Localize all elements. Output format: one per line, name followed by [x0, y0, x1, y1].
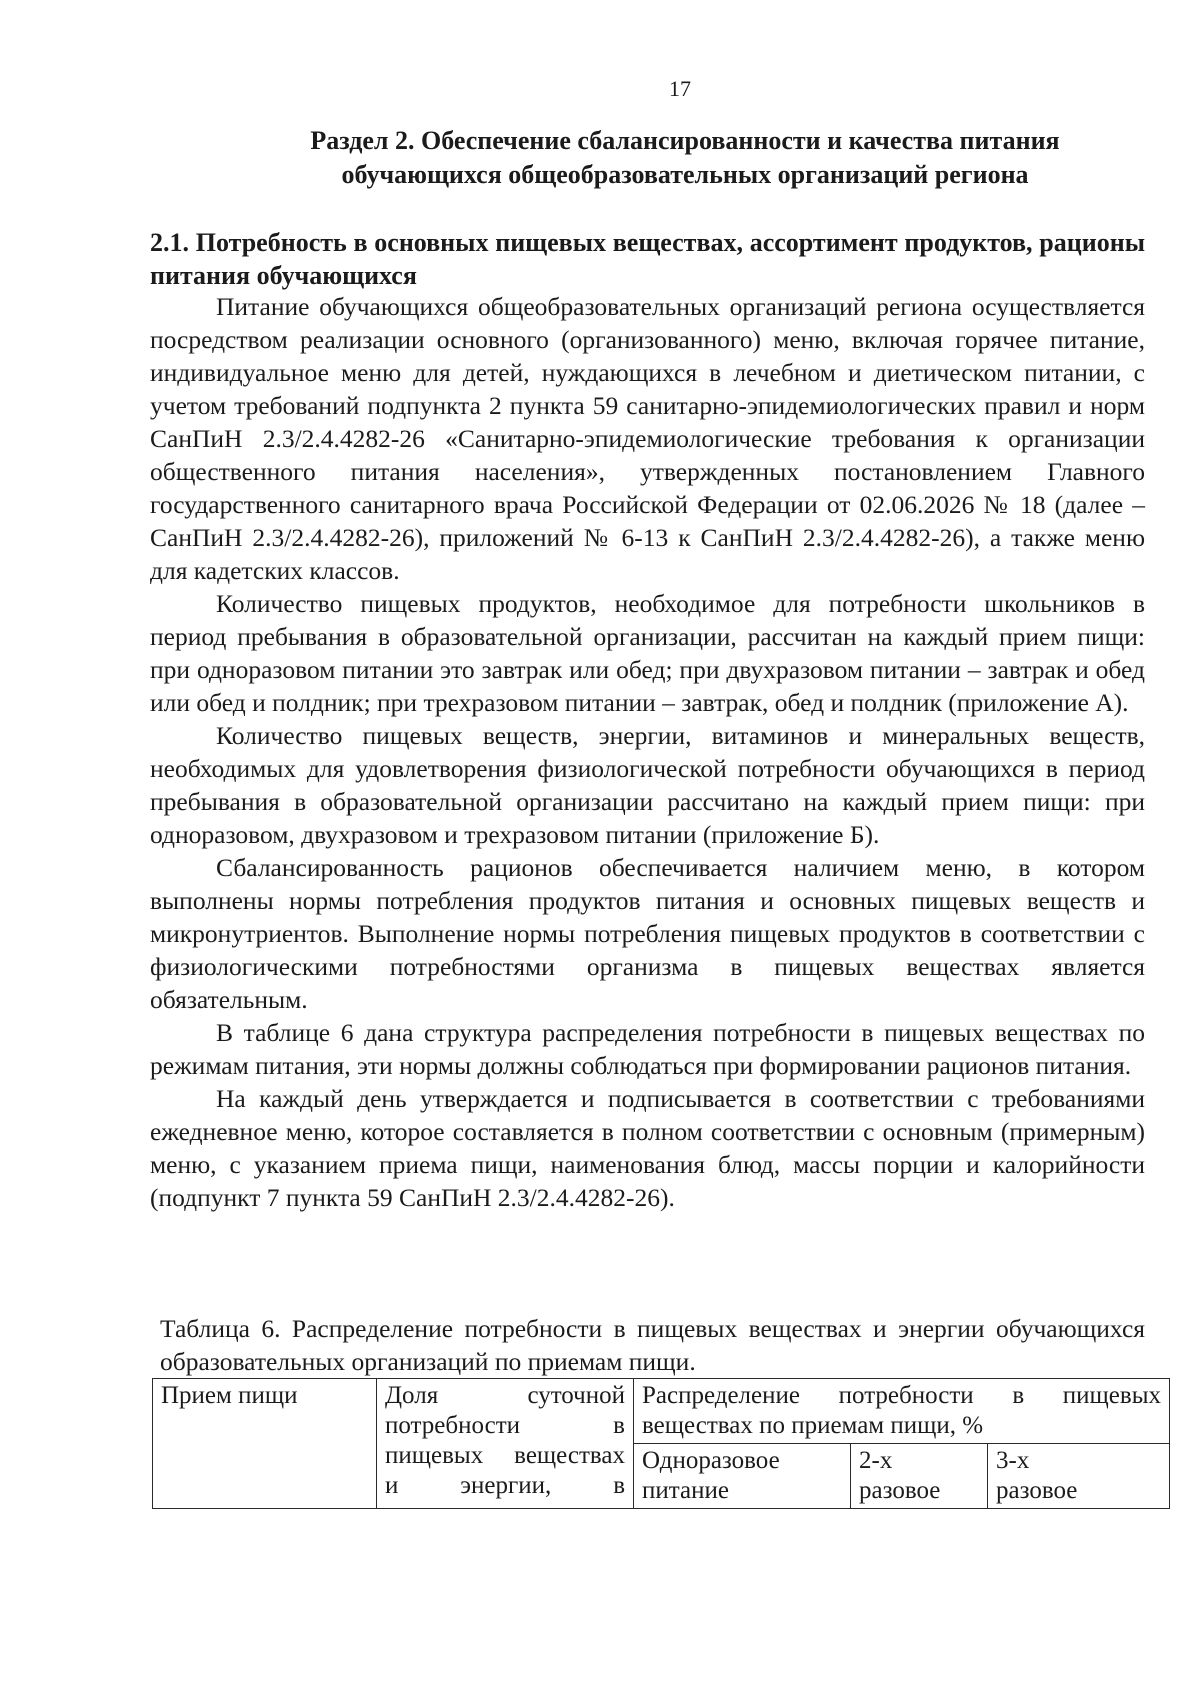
header-line: разовое [859, 1477, 941, 1504]
header-line: пищевых веществах [385, 1442, 625, 1469]
paragraph: На каждый день утверждается и подписывается в соответствии с требованиями ежедневное меню, которое составляется в полном соответствии с основным (примерным) меню, с указанием приема пищи, наименования блюд, массы порции и калорийности (подпункт 7 пункта 59 СанПиН 2.3/2.4.4282-26). [150, 1084, 1145, 1212]
table-header-thrice [988, 1444, 1170, 1509]
table-header-once [634, 1444, 851, 1509]
paragraph: Количество пищевых веществ, энергии, витаминов и минеральных веществ, необходимых для удовлетворения физиологической потребности обучающихся в период пребывания в образовательной организации рассчитано на каждый прием пищи: при одноразовом, двухразовом и трехразовом питании (приложение Б). [150, 721, 1145, 849]
table-header-daily-share [377, 1379, 634, 1509]
paragraph: Сбалансированность рационов обеспечивается наличием меню, в котором выполнены нормы потребления продуктов питания и основных пищевых веществ и микронутриентов. Выполнение нормы потребления пищевых продуктов в соответствии с физиологическими потребностями организма в пищевых веществах является обязательным. [150, 853, 1145, 1014]
header-line: питание [642, 1477, 729, 1504]
header-line: Одноразовое [642, 1447, 780, 1474]
section-title [255, 124, 1115, 192]
header-line: Распределение потребности в пищевых [642, 1382, 1161, 1409]
nutrition-distribution-table [152, 1378, 1170, 1509]
header-line: разовое [996, 1477, 1078, 1504]
table-row [153, 1379, 1170, 1444]
header-line: потребности в [385, 1412, 625, 1439]
paragraph: Количество пищевых продуктов, необходимое для потребности школьников в период пребывания в образовательной организации, рассчитан на каждый прием пищи: при одноразовом питании это завтрак или обед; при двухразовом питании – завтрак и обед или обед и полдник; при трехразовом питании – завтрак, обед и полдник (приложение А). [150, 589, 1145, 717]
section-title-line: Раздел 2. Обеспечение сбалансированности и качества питания [310, 126, 1060, 155]
table-caption: Таблица 6. Распределение потребности в пищевых веществах и энергии обучающихся образовательных организаций по приемам пищи. [160, 1314, 1145, 1376]
table-header-distribution [634, 1379, 1170, 1444]
body-text [150, 290, 1145, 1214]
header-line: и энергии, в [385, 1472, 625, 1499]
page-number: 17 [669, 76, 691, 101]
header-line: Доля суточной [385, 1382, 625, 1409]
section-title-line: обучающихся общеобразовательных организаций региона [341, 160, 1029, 189]
header-line: 3-х [996, 1447, 1030, 1474]
subsection-title: 2.1. Потребность в основных пищевых веществах, ассортимент продуктов, рационы питания обучающихся [150, 228, 1145, 290]
header-line: 2-х [859, 1447, 893, 1474]
table-header-twice [851, 1444, 988, 1509]
paragraph: Питание обучающихся общеобразовательных организаций региона осуществляется посредством реализации основного (организованного) меню, включая горячее питание, индивидуальное меню для детей, нуждающихся в лечебном и диетическом питании, с учетом требований подпункта 2 пункта 59 санитарно-эпидемиологических правил и норм СанПиН 2.3/2.4.4282-26 «Санитарно-эпидемиологические требования к организации общественного питания населения», утвержденных постановлением Главного государственного санитарного врача Российской Федерации от 02.06.2026 № 18 (далее – СанПиН 2.3/2.4.4282-26), приложений № 6-13 к СанПиН 2.3/2.4.4282-26), а также меню для кадетских классов. [150, 292, 1145, 585]
paragraph: В таблице 6 дана структура распределения потребности в пищевых веществах по режимам питания, эти нормы должны соблюдаться при формировании рационов питания. [150, 1018, 1145, 1080]
table-header-meal: Прием пищи [153, 1379, 377, 1509]
header-line: веществах по приемам пищи, % [642, 1412, 984, 1439]
